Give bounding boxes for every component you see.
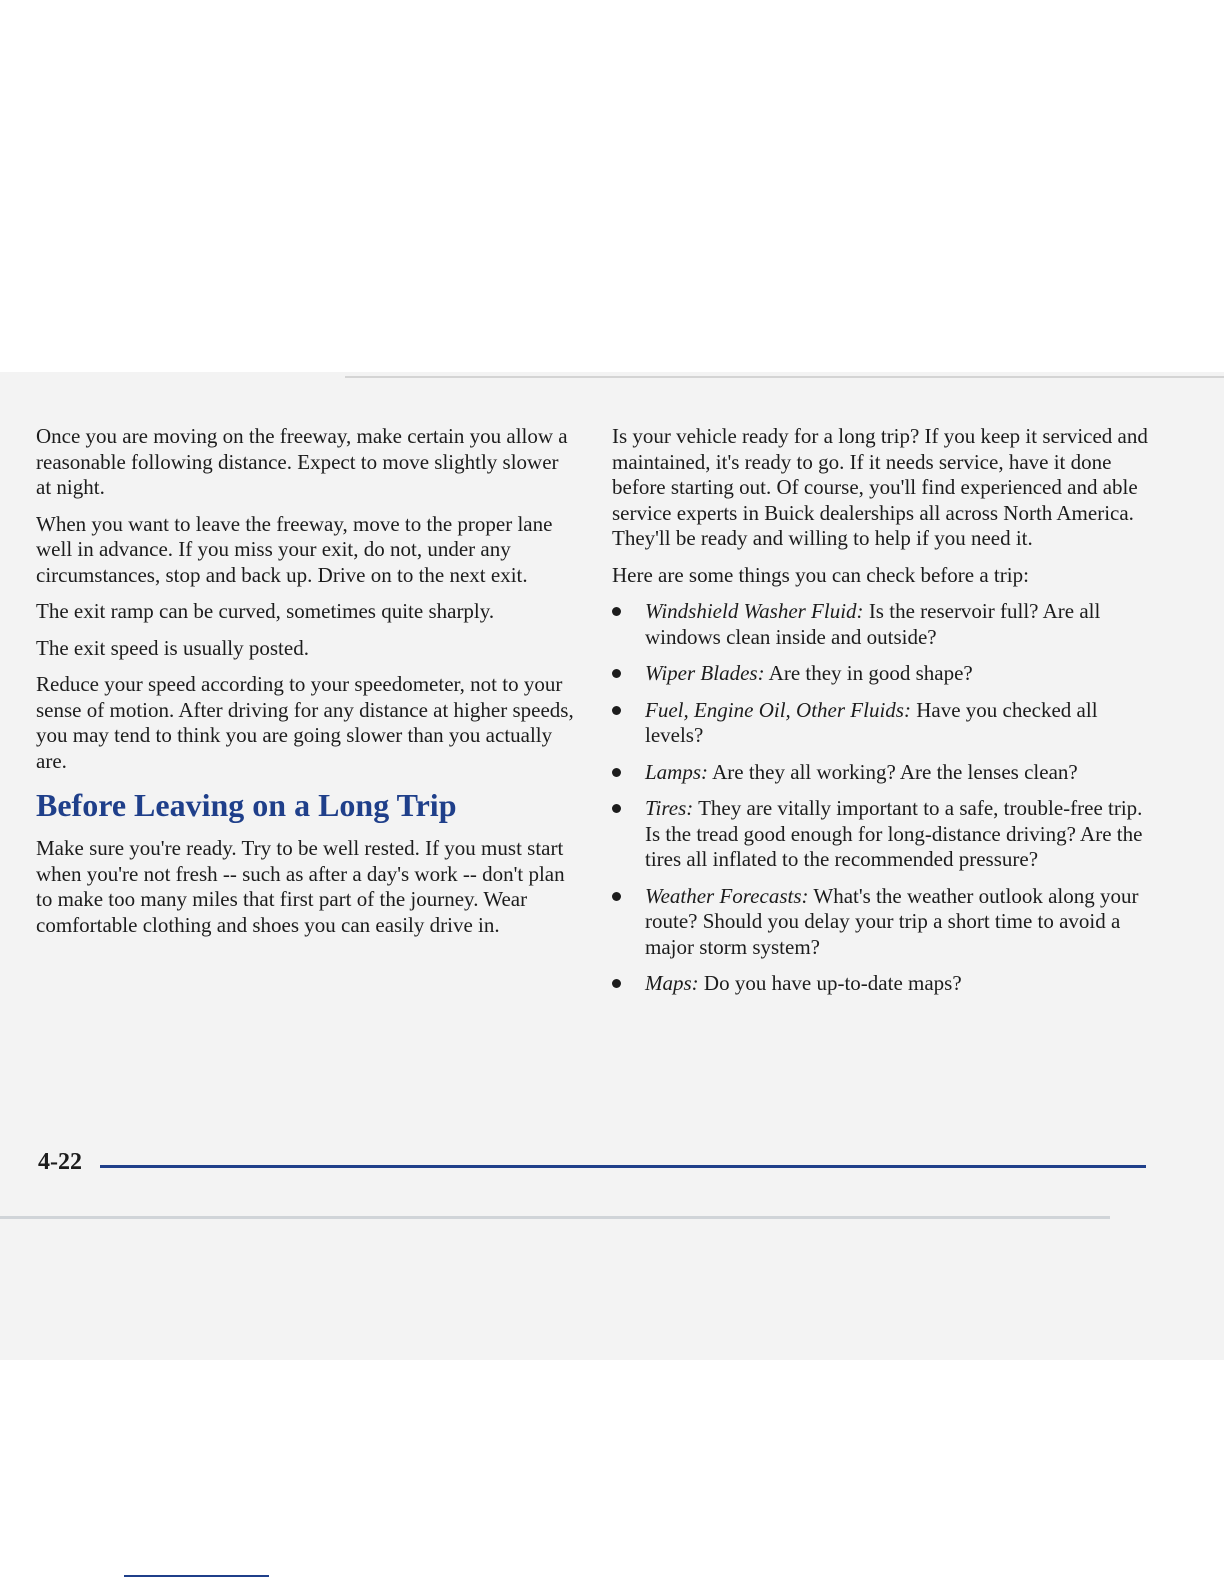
list-item-term: Fuel, Engine Oil, Other Fluids: bbox=[645, 697, 911, 722]
bullet-icon bbox=[612, 892, 621, 901]
bullet-icon bbox=[612, 706, 621, 715]
right-column bbox=[612, 424, 1152, 1008]
paragraph-leaving-freeway: When you want to leave the freeway, move to the proper lane well in advance. If you miss your exit, do not, under any circumstances, stop and back up. Drive on to the next exit. bbox=[36, 511, 553, 587]
list-item-text: What's the weather outlook along your route? Should you delay your trip a short time to avoid a major storm system? bbox=[645, 883, 1139, 959]
list-item-text: They are vitally important to a safe, trouble-free trip. Is the tread good enough for long-distance driving? Are the tires all inflated to the recommended pressure? bbox=[645, 796, 1143, 871]
bullet-icon bbox=[612, 669, 621, 678]
list-item-text: Do you have up-to-date maps? bbox=[698, 971, 962, 995]
list-item-term: Tires: bbox=[645, 796, 694, 820]
paragraph-following-distance: Once you are moving on the freeway, make certain you allow a reasonable following distance. Expect to move slightly slower at night. bbox=[36, 424, 568, 499]
list-item bbox=[612, 760, 1152, 786]
list-item-term: Lamps: bbox=[645, 759, 709, 784]
bullet-icon bbox=[612, 768, 621, 777]
list-item bbox=[612, 661, 1152, 687]
list-item-term: Wiper Blades: bbox=[645, 661, 765, 685]
page-number: 4-22 bbox=[38, 1149, 82, 1175]
band-top-edge bbox=[345, 376, 1224, 378]
list-item-text: Are they all working? Are the lenses clean? bbox=[708, 759, 1078, 784]
list-item-text: Is the reservoir full? Are all windows clean inside and outside? bbox=[645, 599, 1101, 649]
paragraph-exit-speed: The exit speed is usually posted. bbox=[36, 635, 309, 660]
footer-rule bbox=[100, 1165, 1146, 1168]
paragraph-exit-ramp: The exit ramp can be curved, sometimes quite sharply. bbox=[36, 599, 495, 623]
paragraph-vehicle-ready: Is your vehicle ready for a long trip? If you keep it serviced and maintained, it's ready to go. If it needs service, have it done before starting out. Of course, you'll find experienced and able service experts in Buick dealerships all across North America. They'll be ready and willing to help if you need it. bbox=[612, 424, 1148, 550]
bullet-icon bbox=[612, 607, 621, 616]
bottom-rule-fragment bbox=[124, 1575, 269, 1577]
paragraph-reduce-speed: Reduce your speed according to your speedometer, not to your sense of motion. After driving for any distance at higher speeds, you may tend to think you are going slower than you actually are. bbox=[36, 672, 574, 773]
section-heading: Before Leaving on a Long Trip bbox=[36, 787, 457, 823]
trip-checklist bbox=[612, 599, 1152, 997]
list-item bbox=[612, 884, 1152, 961]
band-bottom-edge bbox=[0, 1216, 1110, 1219]
list-item bbox=[612, 698, 1152, 749]
list-item bbox=[612, 599, 1152, 650]
bullet-icon bbox=[612, 804, 621, 813]
left-column bbox=[36, 424, 576, 949]
list-item-text: Are they in good shape? bbox=[764, 661, 973, 685]
list-item-term: Maps: bbox=[645, 971, 699, 995]
list-item-term: Weather Forecasts: bbox=[645, 883, 809, 908]
bullet-icon bbox=[612, 979, 621, 988]
list-item-term: Windshield Washer Fluid: bbox=[645, 599, 864, 623]
list-item bbox=[612, 971, 1152, 997]
list-item bbox=[612, 796, 1152, 873]
list-item-text: Have you checked all levels? bbox=[645, 697, 1098, 747]
paragraph-be-ready: Make sure you're ready. Try to be well rested. If you must start when you're not fresh -- such as after a day's work -- don't plan to make too many miles that first part of the journey. Wear comfortable clothing and shoes you can easily drive in. bbox=[36, 836, 565, 937]
paragraph-checklist-intro: Here are some things you can check before a trip: bbox=[612, 562, 1029, 587]
